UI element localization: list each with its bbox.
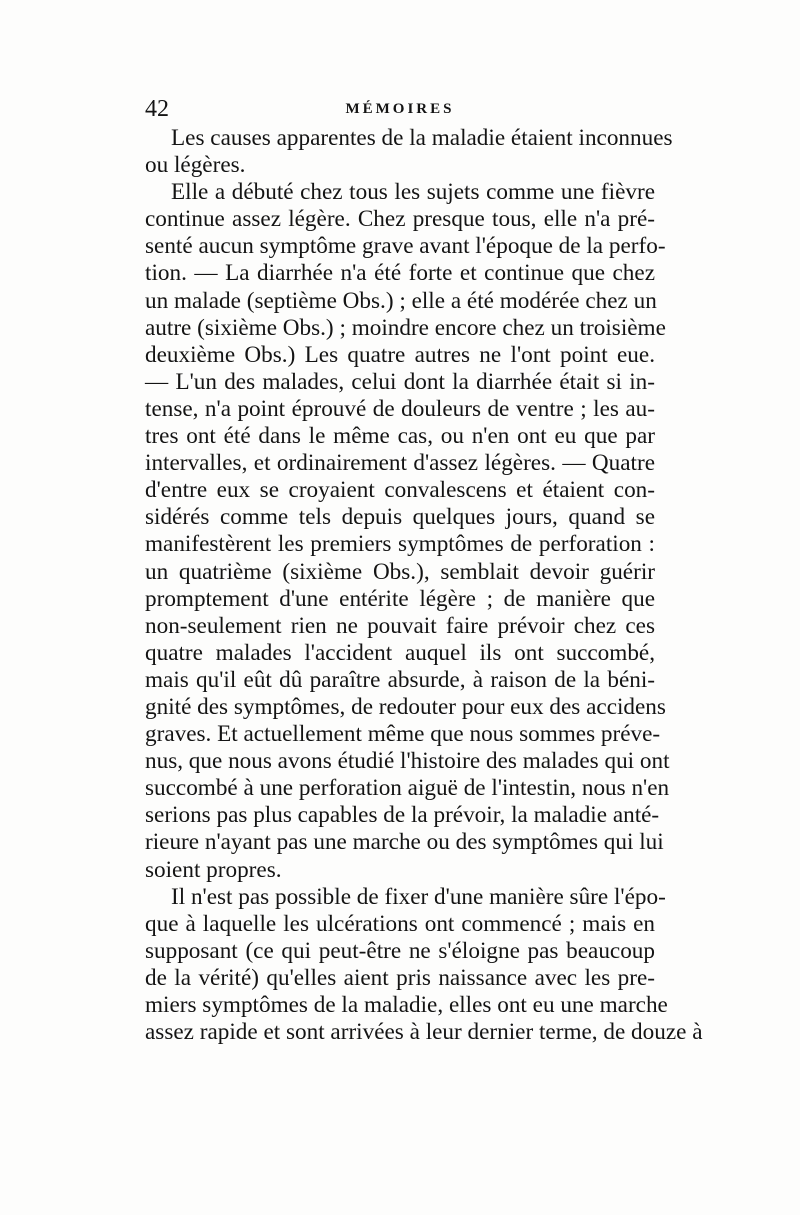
text-line: assez rapide et sont arrivées à leur dernier terme, de douze à	[145, 1019, 703, 1046]
text-line: senté aucun symptôme grave avant l'époque de la perfo-	[145, 233, 666, 260]
text-line: tres ont été dans le même cas, ou n'en ont eu que par	[145, 423, 655, 450]
running-title: MÉMOIRES	[345, 101, 455, 117]
text-line: soient propres.	[145, 856, 282, 883]
text-line: gnité des symptômes, de redouter pour eux des accidens	[145, 693, 666, 720]
text-line: de la vérité) qu'elles aient pris naissance avec les pre-	[145, 964, 655, 991]
text-line: — L'un des malades, celui dont la diarrhée était si in-	[145, 368, 655, 395]
text-line: mais qu'il eût dû paraître absurde, à raison de la béni-	[145, 666, 655, 693]
text-line: supposant (ce qui peut-être ne s'éloigne pas beaucoup	[145, 937, 655, 964]
text-line: Il n'est pas possible de fixer d'une manière sûre l'épo-	[171, 883, 666, 910]
text-line: manifestèrent les premiers symptômes de perforation :	[145, 531, 655, 558]
text-line: succombé à une perforation aiguë de l'intestin, nous n'en	[145, 775, 670, 802]
text-line: que à laquelle les ulcérations ont commencé ; mais en	[145, 910, 655, 937]
text-line: Elle a débuté chez tous les sujets comme une fièvre	[171, 179, 655, 206]
text-line: continue assez légère. Chez presque tous, elle n'a pré-	[145, 206, 655, 233]
page-header	[145, 93, 655, 125]
text-line: ou légères.	[145, 152, 246, 179]
text-line: deuxième Obs.) Les quatre autres ne l'ont point eue.	[145, 341, 655, 368]
text-line: tense, n'a point éprouvé de douleurs de ventre ; les au-	[145, 395, 655, 422]
text-line: promptement d'une entérite légère ; de manière que	[145, 585, 655, 612]
text-line: nus, que nous avons étudié l'histoire des malades qui ont	[145, 748, 670, 775]
page-number: 42	[145, 96, 169, 122]
text-line: autre (sixième Obs.) ; moindre encore chez un troisième	[145, 314, 666, 341]
text-line: non-seulement rien ne pouvait faire prévoir chez ces	[145, 612, 655, 639]
text-line: serions pas plus capables de la prévoir, la maladie anté-	[145, 802, 660, 829]
text-line: un quatrième (sixième Obs.), semblait devoir guérir	[145, 558, 655, 585]
text-line: quatre malades l'accident auquel ils ont succombé,	[145, 639, 655, 666]
text-line: tion. — La diarrhée n'a été forte et continue que chez	[145, 260, 655, 287]
text-line: miers symptômes de la maladie, elles ont eu une marche	[145, 992, 668, 1018]
text-line: rieure n'ayant pas une marche ou des symptômes qui lui	[145, 829, 664, 856]
text-line: graves. Et actuellement même que nous sommes préve-	[145, 721, 661, 748]
text-line: Les causes apparentes de la maladie étaient inconnues	[171, 125, 673, 151]
text-line: d'entre eux se croyaient convalescens et étaient con-	[145, 477, 655, 504]
text-line: un malade (septième Obs.) ; elle a été modérée chez un	[145, 287, 657, 314]
text-line: intervalles, et ordinairement d'assez légères. — Quatre	[145, 450, 655, 477]
text-line: sidérés comme tels depuis quelques jours, quand se	[145, 504, 655, 531]
body-text	[145, 125, 703, 1046]
